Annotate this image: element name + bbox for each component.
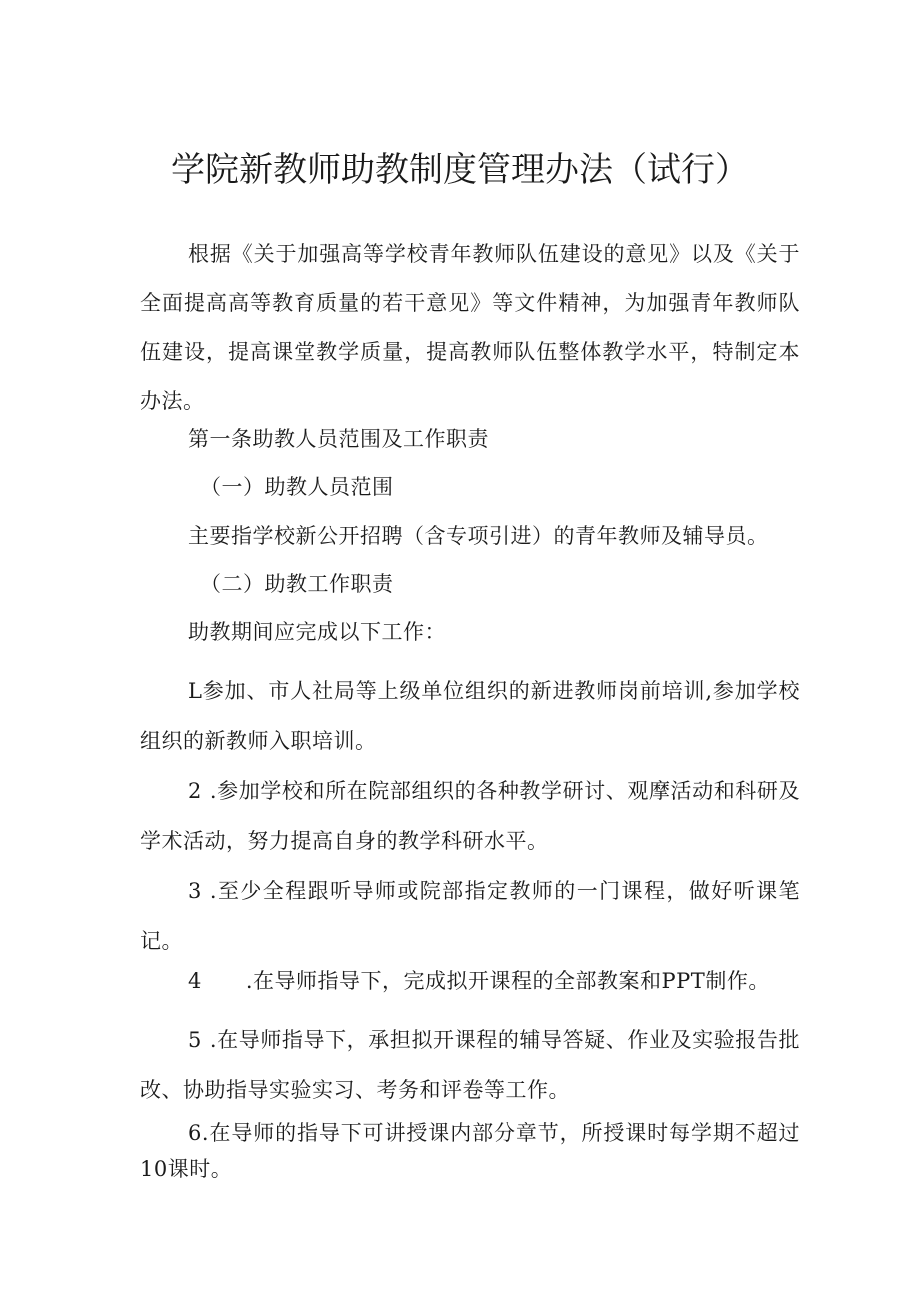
duty-item-6: [140, 1115, 800, 1187]
intro-paragraph: 根据《关于加强高等学校青年教师队伍建设的意见》以及《关于全面提高高等教育质量的若干意见》等文件精神，为加强青年教师队伍建设，提高课堂教学质量，提高教师队伍整体教学水平，特制定本办法。: [140, 242, 800, 413]
duty-item-number: 3: [188, 879, 202, 903]
duty-item-number: 2: [188, 779, 202, 803]
duty-item-text: .在导师的指导下可讲授课内部分章节，所授课时每学期不超过10课时。: [140, 1121, 800, 1181]
duty-item-5: [140, 1015, 800, 1115]
duty-item-text: .在导师指导下，承担拟开课程的辅导答疑、作业及实验报告批改、协助指导实验实习、考务和评卷等工作。: [140, 1028, 800, 1102]
article-1-heading: 第一条助教人员范围及工作职责: [188, 427, 489, 451]
document-title: 学院新教师助教制度管理办法（试行）: [171, 150, 749, 190]
duty-item-text: 参加、市人社局等上级单位组织的新进教师岗前培训,参加学校组织的新教师入职培训。: [140, 679, 800, 753]
duty-item-text: .参加学校和所在院部组织的各种教学研讨、观摩活动和科研及学术活动，努力提高自身的教学科研水平。: [140, 779, 800, 853]
duty-item-text: .在导师指导下，完成拟开课程的全部教案和PPT制作。: [245, 969, 770, 993]
duty-item-3: [140, 866, 800, 966]
duty-item-number: L: [188, 679, 203, 703]
duty-item-number: 4: [188, 969, 202, 993]
duty-item-number: 6: [188, 1121, 202, 1145]
duty-item-1: [140, 666, 800, 766]
duty-item-4: [188, 966, 770, 996]
section-2-heading: （二）助教工作职责: [200, 572, 394, 596]
section-1-text: 主要指学校新公开招聘（含专项引进）的青年教师及辅导员。: [188, 524, 769, 548]
duty-item-number: 5: [188, 1028, 202, 1052]
duty-item-text: .至少全程跟听导师或院部指定教师的一门课程，做好听课笔记。: [140, 879, 800, 953]
duties-intro: 助教期间应完成以下工作：: [188, 620, 446, 644]
section-1-heading: （一）助教人员范围: [200, 475, 394, 499]
duty-item-2: [140, 766, 800, 866]
